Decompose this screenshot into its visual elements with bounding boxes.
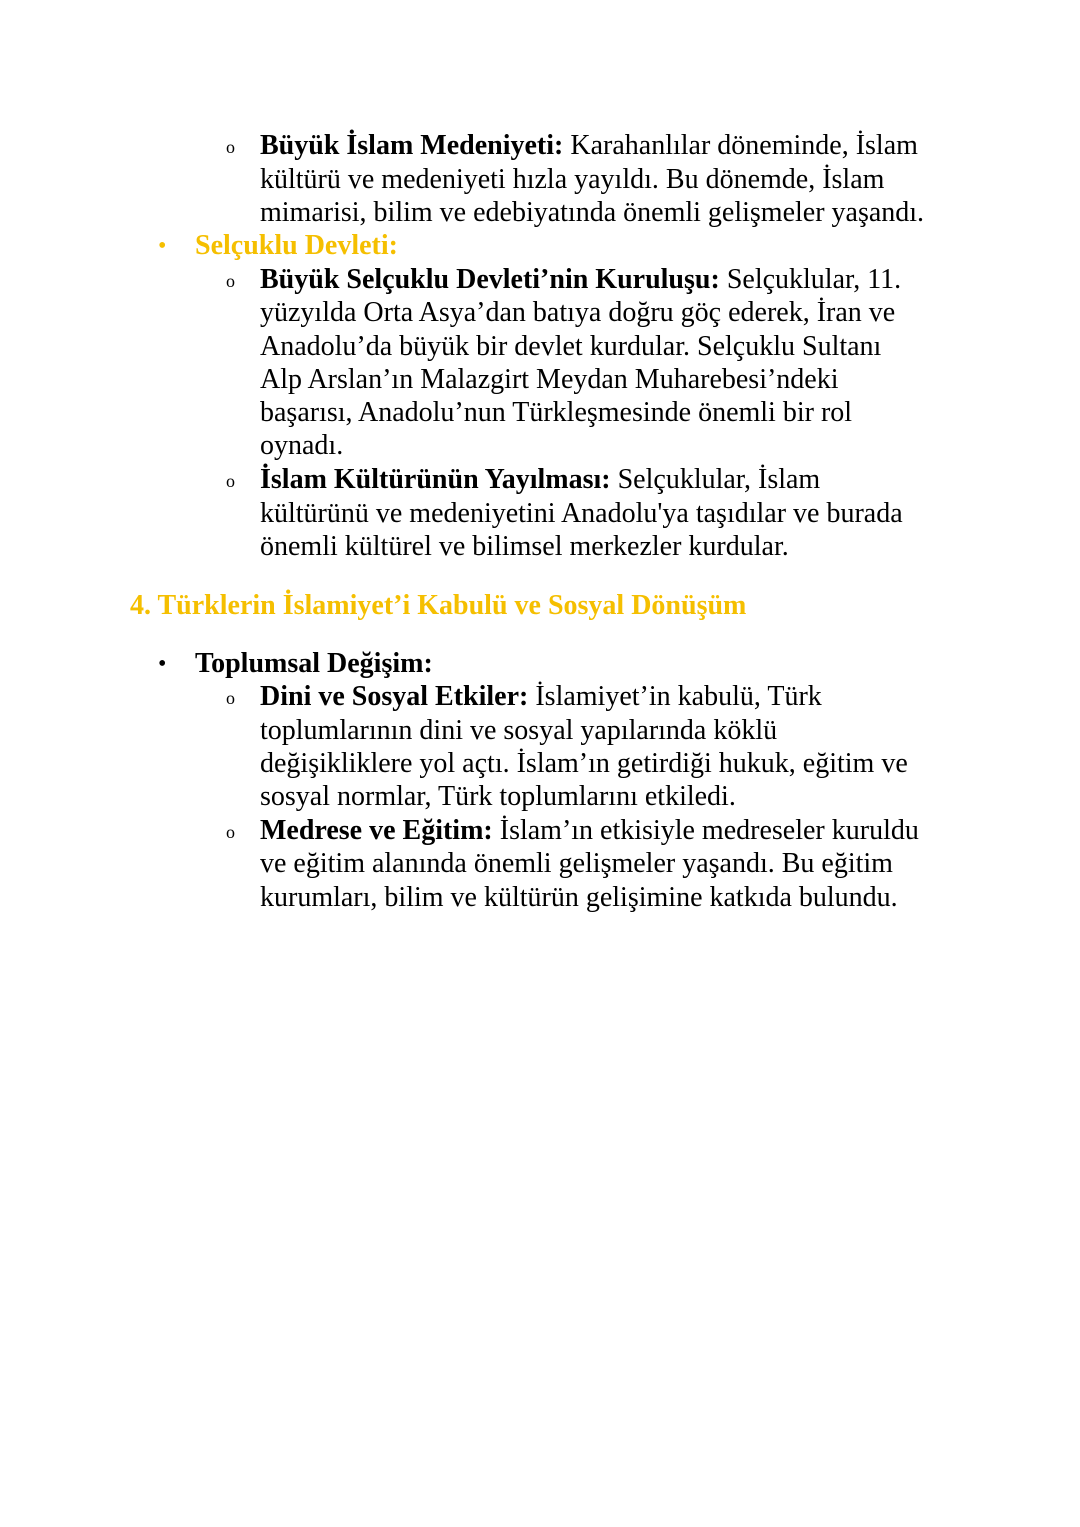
item-text: yüzyılda Orta Asya’dan batıya doğru göç ederek, İran ve	[260, 297, 896, 328]
item-text: ve eğitim alanında önemli gelişmeler yaşandı. Bu eğitim	[260, 848, 893, 879]
item-text: önemli kültürel ve bilimsel merkezler kurdular.	[260, 531, 789, 562]
item-title: Dini ve Sosyal Etkiler:	[260, 681, 529, 712]
list-item	[260, 129, 918, 163]
list-item	[260, 263, 901, 297]
item-text: toplumlarının dini ve sosyal yapılarında köklü	[260, 715, 778, 746]
item-text: mimarisi, bilim ve edebiyatında önemli gelişmeler yaşandı.	[260, 197, 925, 228]
item-title: Medrese ve Eğitim:	[260, 815, 493, 846]
subheading: Selçuklu Devleti:	[195, 230, 398, 261]
item-text: kurumları, bilim ve kültürün gelişimine katkıda bulundu.	[260, 882, 898, 913]
list-item	[260, 814, 919, 848]
subheading: Toplumsal Değişim:	[195, 648, 433, 679]
sub-bullet-icon: o	[226, 688, 235, 708]
bullet-icon: •	[158, 233, 167, 259]
list-item	[260, 680, 822, 714]
item-title: Büyük İslam Medeniyeti:	[260, 130, 564, 161]
item-text: Selçuklular, 11.	[719, 264, 902, 295]
item-text: Selçuklular, İslam	[610, 464, 821, 495]
bullet-icon: •	[158, 651, 167, 677]
item-text: İslamiyet’in kabulü, Türk	[528, 681, 822, 712]
sub-bullet-icon: o	[226, 271, 235, 291]
item-title: İslam Kültürünün Yayılması:	[260, 464, 611, 495]
item-text: oynadı.	[260, 430, 344, 461]
list-item	[260, 463, 820, 497]
sub-bullet-icon: o	[226, 822, 235, 842]
item-text: başarısı, Anadolu’nun Türkleşmesinde önemli bir rol	[260, 397, 853, 428]
section-heading: 4. Türklerin İslamiyet’i Kabulü ve Sosyal Dönüşüm	[130, 590, 747, 621]
sub-bullet-icon: o	[226, 137, 235, 157]
item-text: sosyal normlar, Türk toplumlarını etkiledi.	[260, 781, 736, 812]
item-text: Karahanlılar döneminde, İslam	[563, 130, 918, 161]
sub-bullet-icon: o	[226, 471, 235, 491]
item-text: kültürü ve medeniyeti hızla yayıldı. Bu dönemde, İslam	[260, 164, 885, 195]
item-text: kültürünü ve medeniyetini Anadolu'ya taşıdılar ve burada	[260, 498, 903, 529]
item-text: Anadolu’da büyük bir devlet kurdular. Selçuklu Sultanı	[260, 331, 882, 362]
item-title: Büyük Selçuklu Devleti’nin Kuruluşu:	[260, 264, 720, 295]
item-text: Alp Arslan’ın Malazgirt Meydan Muharebesi’ndeki	[260, 364, 839, 395]
item-text: İslam’ın etkisiyle medreseler kuruldu	[492, 815, 919, 846]
item-text: değişikliklere yol açtı. İslam’ın getirdiği hukuk, eğitim ve	[260, 748, 908, 779]
